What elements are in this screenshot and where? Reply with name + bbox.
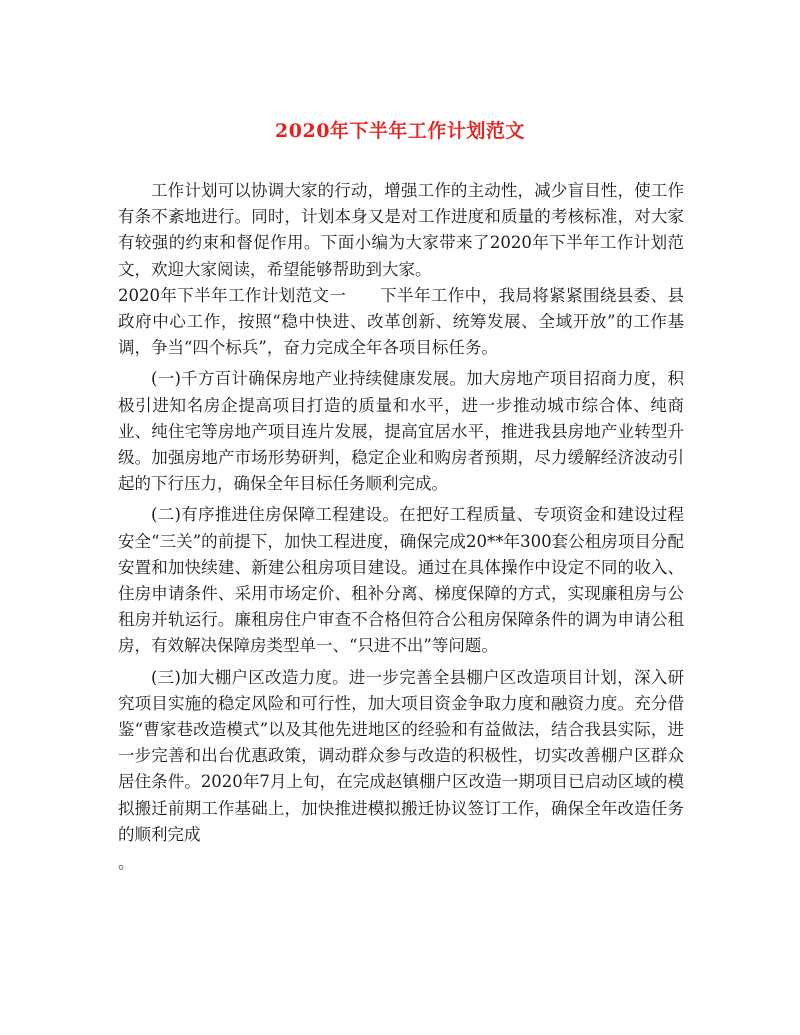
document-body	[118, 178, 684, 876]
item-three-paragraph: (三)加大棚户区改造力度。进一步完善全县棚户区改造项目计划，深入研究项目实施的稳定风险和可行性，加大项目资金争取力度和融资力度。充分借鉴“曹家巷改造模式”以及其他先进地区的经验和有益做法，结合我县实际，进一步完善和出台优惠政策，调动群众参与改造的积极性，切实改善棚户区群众居住条件。2020年7月上旬，在完成赵镇棚户区改造一期项目已启动区域的模拟搬迁前期工作基础上，加快推进模拟搬迁协议签订工作，确保全年改造任务的顺利完成	[118, 667, 684, 844]
section-one-paragraph: 2020年下半年工作计划范文一 下半年工作中，我局将紧紧围绕县委、县政府中心工作，按照“稳中快进、改革创新、统筹发展、全域开放”的工作基调，争当“四个标兵”，奋力完成全年各项目标任务。	[118, 285, 684, 358]
item-one-paragraph: (一)千方百计确保房地产业持续健康发展。加大房地产项目招商力度，积极引进知名房企提高项目打造的质量和水平，进一步推动城市综合体、纯商业、纯住宅等房地产项目连片发展，提高宜居水平，推进我县房地产业转型升级。加强房地产市场形势研判，稳定企业和购房者预期，尽力缓解经济波动引起的下行压力，确保全年目标任务顺利完成。	[118, 369, 684, 494]
intro-paragraph: 工作计划可以协调大家的行动，增强工作的主动性，减少盲目性，使工作有条不紊地进行。同时，计划本身又是对工作进度和质量的考核标准，对大家有较强的约束和督促作用。下面小编为大家带来了2020年下半年工作计划范文，欢迎大家阅读，希望能够帮助到大家。	[118, 181, 684, 279]
trailing-period: 。	[118, 853, 135, 873]
document-title: 2020年下半年工作计划范文	[275, 120, 525, 142]
item-two-paragraph: (二)有序推进住房保障工程建设。在把好工程质量、专项资金和建设过程安全“三关”的前提下，加快工程进度，确保完成20**年300套公租房项目分配安置和加快续建、新建公租房项目建设。通过在具体操作中设定不同的收入、住房申请条件、采用市场定价、租补分离、梯度保障的方式，实现廉租房与公租房并轨运行。廉租房住户审查不合格但符合公租房保障条件的调为申请公租房，有效解决保障房类型单一、“只进不出”等问题。	[118, 505, 684, 656]
